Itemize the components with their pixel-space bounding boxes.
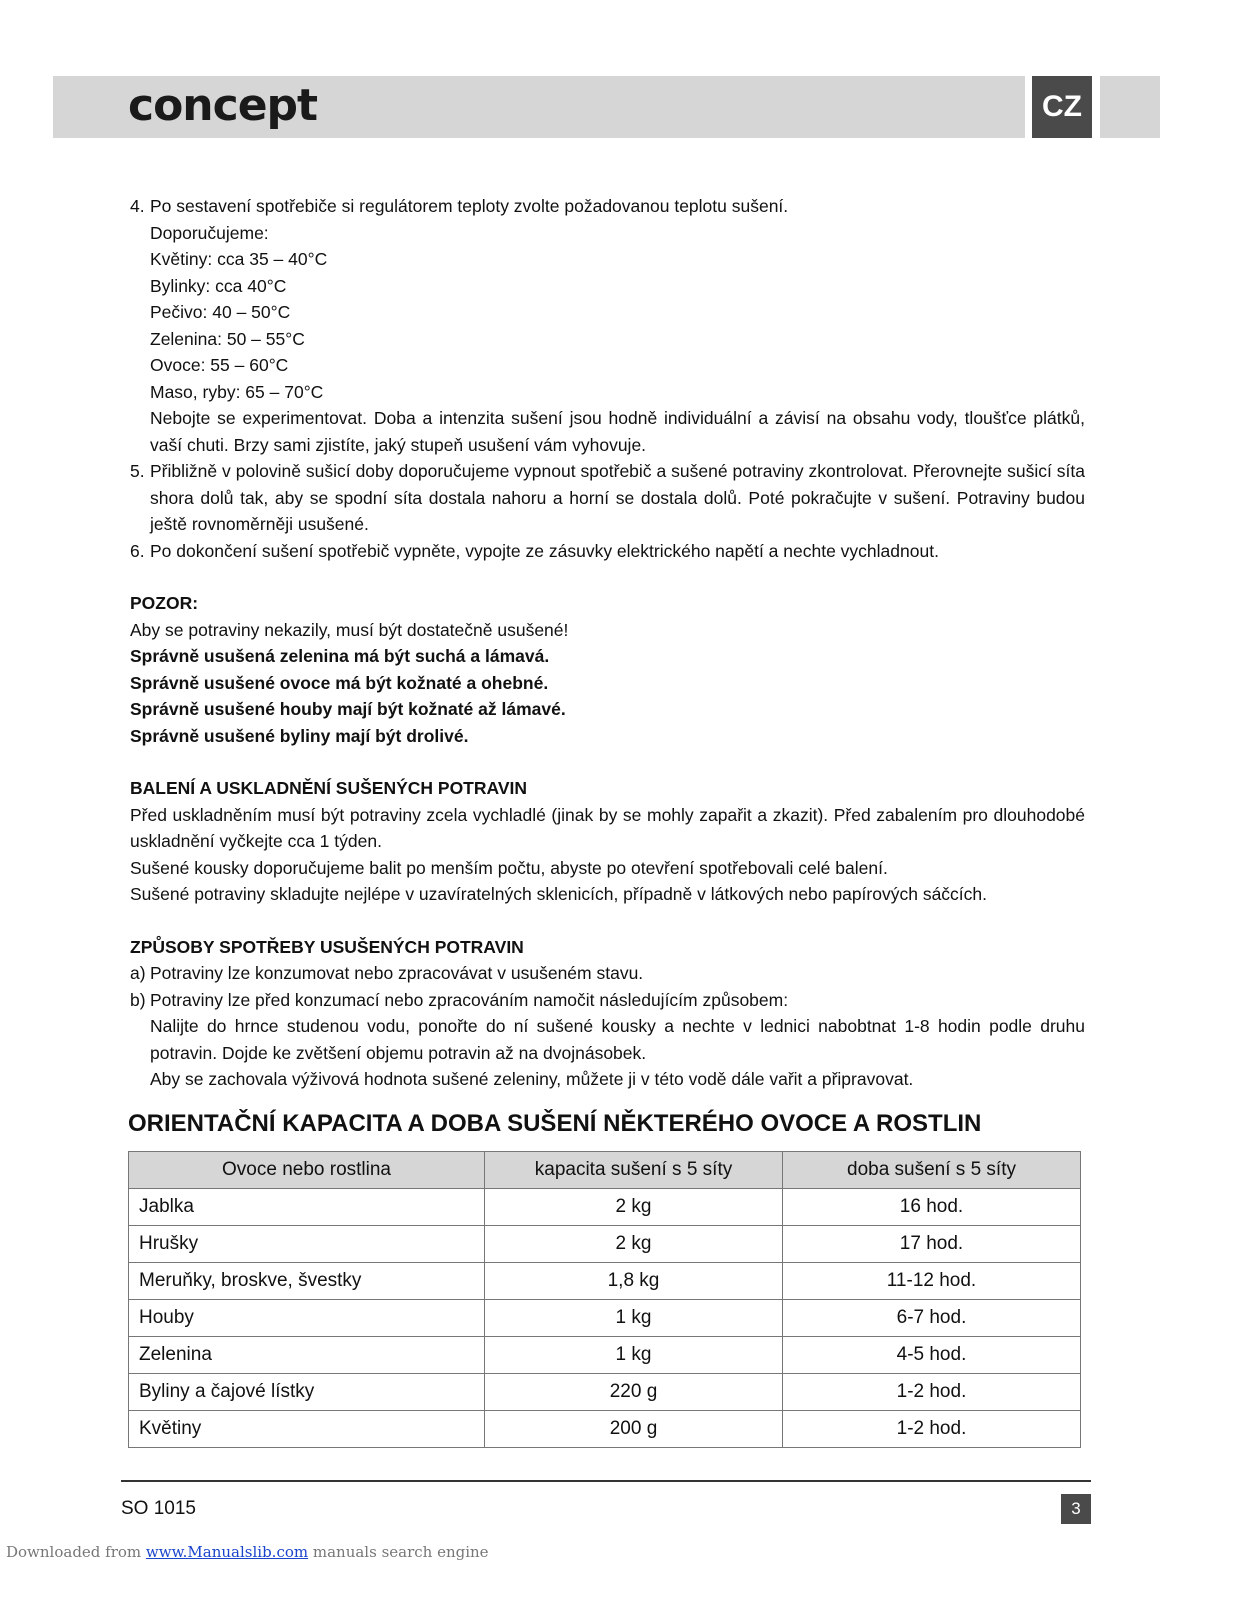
cell-item: Houby (129, 1300, 485, 1337)
table-row (129, 1374, 1081, 1411)
step-text: Přibližně v polovině sušicí doby doporučujeme vypnout spotřebič a sušené potraviny zkontrolovat. Přerovnejte sušicí síta shora dolů tak, aby se spodní síta dostala nahoru a horní se dostala dolů. Poté pokračujte v sušení. Potraviny budou ještě rovnoměrněji usušené. (150, 461, 1085, 534)
column-header: kapacita sušení s 5 síty (485, 1152, 783, 1189)
cell-item: Jablka (129, 1189, 485, 1226)
cell-capacity: 2 kg (485, 1226, 783, 1263)
storage-section (130, 775, 1085, 908)
cell-item: Meruňky, broskve, švestky (129, 1263, 485, 1300)
warning-line: Správně usušené ovoce má být kožnaté a ohebné. (130, 672, 549, 693)
temp-line: Maso, ryby: 65 – 70°C (150, 381, 324, 402)
item-label: a) (130, 963, 146, 983)
warning-line: Správně usušené houby mají být kožnaté až lámavé. (130, 699, 566, 719)
table-row (129, 1337, 1081, 1374)
column-header: Ovoce nebo rostlina (129, 1152, 485, 1189)
warning-line: Správně usušené byliny mají být drolivé. (130, 725, 469, 746)
consumption-section (130, 934, 1085, 1093)
item-detail: Nalijte do hrnce studenou vodu, ponořte do ní sušené kousky a nechte v lednici nabobtnat 1-8 hodin podle druhu potravin. Dojde ke zvětšení objemu potravin až na dvojnásobek. (150, 1016, 1085, 1063)
model-number: SO 1015 (121, 1498, 196, 1519)
cell-item: Květiny (129, 1411, 485, 1448)
step-number: 6. (130, 540, 145, 561)
cell-time: 16 hod. (783, 1189, 1081, 1226)
cell-time: 17 hod. (783, 1226, 1081, 1263)
step-text: Po dokončení sušení spotřebič vypněte, vypojte ze zásuvky elektrického napětí a nechte vychladnout. (150, 540, 939, 561)
step-number: 5. (130, 461, 145, 481)
cell-capacity: 2 kg (485, 1189, 783, 1226)
cell-time: 4-5 hod. (783, 1337, 1081, 1374)
footer-divider (121, 1480, 1091, 1482)
step-text: Po sestavení spotřebiče si regulátorem teploty zvolte požadovanou teplotu sušení. (150, 196, 789, 216)
language-badge: CZ (1032, 76, 1092, 138)
cell-capacity: 1 kg (485, 1300, 783, 1337)
storage-line: Sušené kousky doporučujeme balit po menším počtu, abyste po otevření spotřebovali celé balení. (130, 857, 888, 878)
cell-item: Zelenina (129, 1337, 485, 1374)
consumption-item-b (130, 987, 1085, 1093)
cell-time: 6-7 hod. (783, 1300, 1081, 1337)
download-suffix: manuals search engine (308, 1543, 489, 1561)
capacity-table (128, 1151, 1081, 1448)
header-band-right (1100, 76, 1160, 138)
item-label: b) (130, 989, 146, 1010)
recommend-label: Doporučujeme: (150, 222, 269, 243)
storage-line: Před uskladněním musí být potraviny zcela vychladlé (jinak by se mohly zapařit a zkazit). Před zabalením pro dlouhodobé uskladnění vyčkejte cca 1 týden. (130, 804, 1085, 851)
step-note: Nebojte se experimentovat. Doba a intenzita sušení jsou hodně individuální a závisí na obsahu vody, tloušťce plátků, vaší chuti. Brzy sami zjistíte, jaký stupeň usušení vám vyhovuje. (150, 408, 1085, 455)
table-header-row (129, 1152, 1081, 1189)
cell-capacity: 200 g (485, 1411, 783, 1448)
manualslib-link[interactable]: www.Manualslib.com (145, 1543, 309, 1561)
warning-section (130, 590, 1085, 749)
consumption-title: ZPŮSOBY SPOTŘEBY USUŠENÝCH POTRAVIN (130, 936, 524, 957)
cell-time: 11-12 hod. (783, 1263, 1081, 1300)
warning-title: POZOR: (130, 593, 199, 613)
table-row (129, 1263, 1081, 1300)
temp-line: Květiny: cca 35 – 40°C (150, 249, 328, 269)
step-5 (130, 458, 1085, 538)
storage-title: BALENÍ A USKLADNĚNÍ SUŠENÝCH POTRAVIN (130, 778, 528, 798)
page-content (130, 193, 1085, 1093)
item-text: Potraviny lze konzumovat nebo zpracovávat v usušeném stavu. (150, 963, 644, 983)
column-header: doba sušení s 5 síty (783, 1152, 1081, 1189)
cell-capacity: 220 g (485, 1374, 783, 1411)
table-row (129, 1189, 1081, 1226)
cell-time: 1-2 hod. (783, 1411, 1081, 1448)
item-text: Potraviny lze před konzumací nebo zpracováním namočit následujícím způsobem: (150, 989, 789, 1010)
table-row (129, 1300, 1081, 1337)
warning-intro: Aby se potraviny nekazily, musí být dostatečně usušené! (130, 619, 569, 640)
cell-capacity: 1,8 kg (485, 1263, 783, 1300)
consumption-item-a (130, 960, 1085, 987)
temp-line: Pečivo: 40 – 50°C (150, 302, 291, 322)
step-6 (130, 538, 1085, 565)
download-prefix: Downloaded from (6, 1543, 146, 1561)
item-detail: Aby se zachovala výživová hodnota sušené zeleniny, můžete ji v této vodě dále vařit a připravovat. (150, 1069, 914, 1089)
table-row (129, 1226, 1081, 1263)
download-note (6, 1542, 489, 1562)
warning-line: Správně usušená zelenina má být suchá a lámavá. (130, 646, 550, 666)
temp-line: Ovoce: 55 – 60°C (150, 355, 289, 375)
cell-item: Hrušky (129, 1226, 485, 1263)
step-number: 4. (130, 196, 145, 216)
table-title: ORIENTAČNÍ KAPACITA A DOBA SUŠENÍ NĚKTERÉHO OVOCE A ROSTLIN (128, 1110, 982, 1137)
cell-item: Byliny a čajové lístky (129, 1374, 485, 1411)
storage-line: Sušené potraviny skladujte nejlépe v uzavíratelných sklenicích, případně v látkových nebo papírových sáčcích. (130, 884, 988, 904)
table-row (129, 1411, 1081, 1448)
temp-line: Zelenina: 50 – 55°C (150, 328, 305, 349)
page-number: 3 (1061, 1494, 1091, 1524)
temp-line: Bylinky: cca 40°C (150, 275, 287, 296)
cell-time: 1-2 hod. (783, 1374, 1081, 1411)
step-4 (130, 193, 1085, 458)
cell-capacity: 1 kg (485, 1337, 783, 1374)
brand-logo: concept (128, 80, 318, 131)
